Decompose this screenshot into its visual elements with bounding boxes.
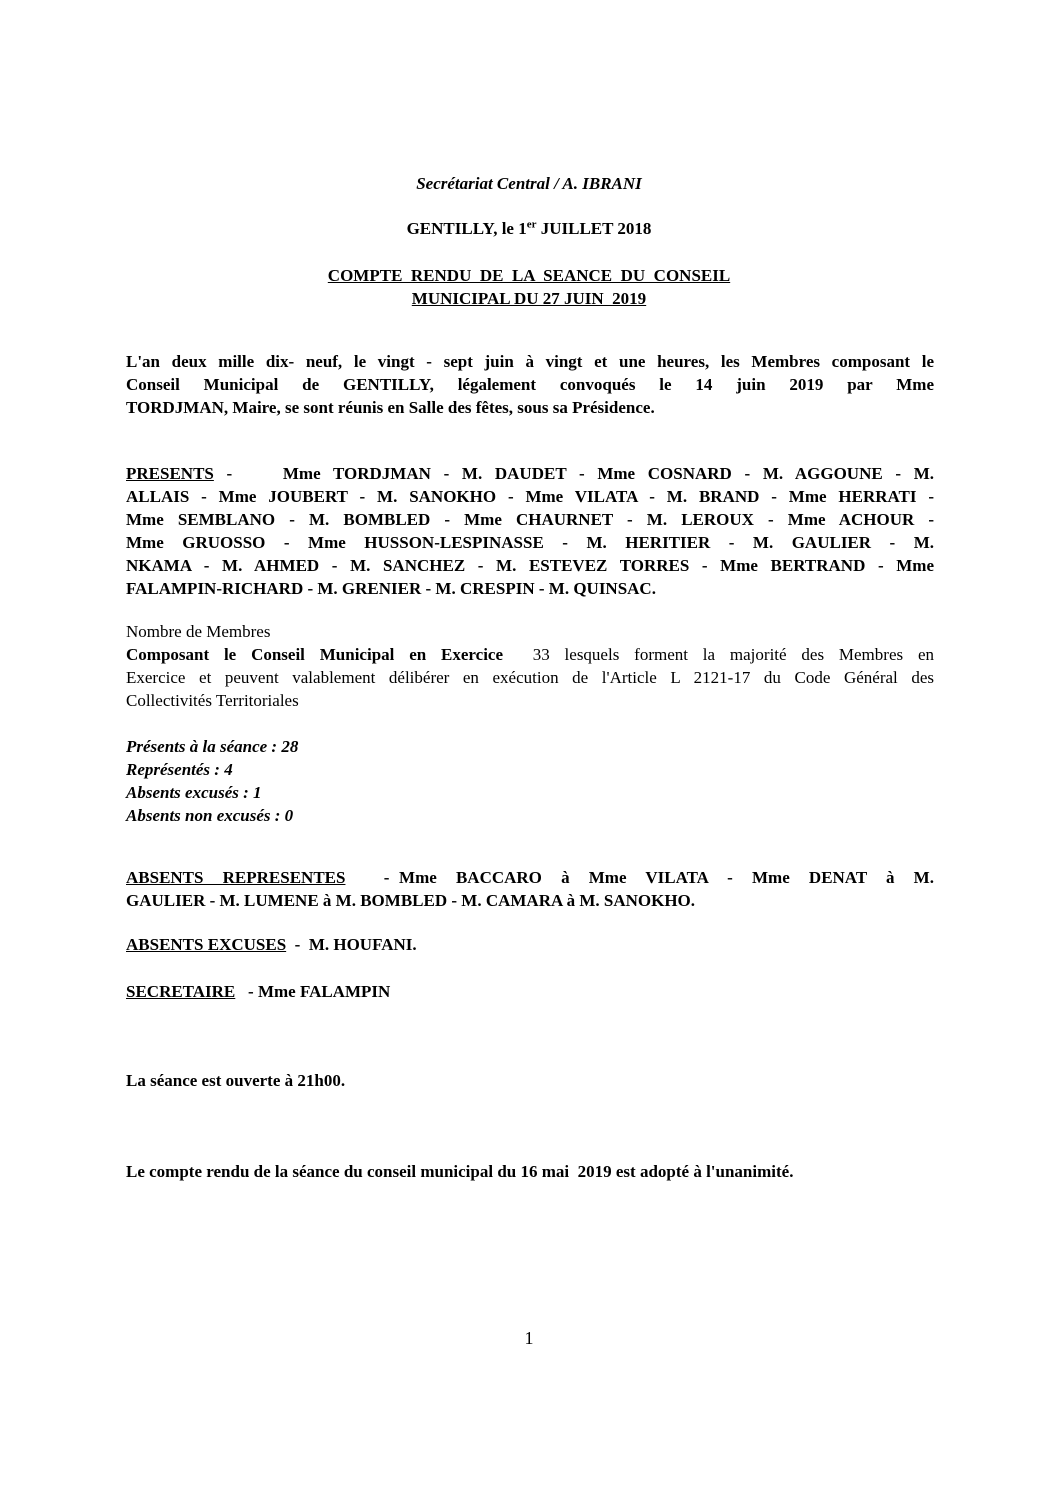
intro-paragraph — [126, 350, 934, 419]
absents-excuses-text: - M. HOUFANI. — [286, 935, 417, 954]
presents-line: Mme GRUOSSO - Mme HUSSON-LESPINASSE - M. HERITIER - M. GAULIER - M. — [126, 533, 934, 552]
opening-line: La séance est ouverte à 21h00. — [126, 1071, 346, 1090]
place-date-prefix: GENTILLY, le 1 — [406, 219, 527, 238]
absents-excuses-line — [126, 933, 934, 956]
count-absents-excuses: Absents excusés : 1 — [126, 783, 262, 802]
membres-line: Exercice et peuvent valablement délibérer en exécution de l'Article L 2121-17 du Code Général des — [126, 668, 934, 687]
count-representes: Représentés : 4 — [126, 760, 233, 779]
title-line-1: COMPTE RENDU DE LA SEANCE DU CONSEIL — [327, 266, 731, 285]
secretaire-label: SECRETAIRE — [126, 982, 236, 1001]
place-date — [0, 217, 1058, 240]
presents-line: NKAMA - M. AHMED - M. SANCHEZ - M. ESTEVEZ TORRES - Mme BERTRAND - Mme — [126, 556, 934, 575]
presents-line: ALLAIS - Mme JOUBERT - M. SANOKHO - Mme VILATA - M. BRAND - Mme HERRATI - — [126, 487, 934, 506]
presents-paragraph — [126, 462, 934, 600]
membres-line: Collectivités Territoriales — [126, 691, 299, 710]
presents-line-first — [126, 462, 934, 485]
page-number: 1 — [524, 1328, 534, 1348]
absents-representes-line-first — [126, 866, 934, 889]
presents-line: Mme SEMBLANO - M. BOMBLED - Mme CHAURNET - M. LEROUX - Mme ACHOUR - — [126, 510, 934, 529]
membres-line: 33 lesquels forment la majorité des Membres en — [503, 645, 934, 664]
absents-representes-label: ABSENTS REPRESENTES — [126, 868, 346, 887]
intro-line: L'an deux mille dix- neuf, le vingt - sept juin à vingt et une heures, les Membres composant le — [126, 352, 934, 371]
place-date-sup: er — [526, 218, 537, 231]
intro-line: Conseil Municipal de GENTILLY, légalement convoqués le 14 juin 2019 par Mme — [126, 375, 934, 394]
presents-line: - Mme TORDJMAN - M. DAUDET - Mme COSNARD - M. AGGOUNE - M. — [213, 464, 934, 483]
membres-line-first — [126, 643, 934, 666]
approval-line: Le compte rendu de la séance du conseil municipal du 16 mai 2019 est adopté à l'unanimité. — [126, 1162, 794, 1181]
intro-line: TORDJMAN, Maire, se sont réunis en Salle des fêtes, sous sa Présidence. — [126, 398, 655, 417]
count-presents: Présents à la séance : 28 — [126, 737, 299, 756]
place-date-suffix: JUILLET 2018 — [536, 219, 652, 238]
counts-block — [126, 735, 934, 827]
secretaire-text: - Mme FALAMPIN — [235, 982, 391, 1001]
count-absents-non-excuses: Absents non excusés : 0 — [126, 806, 294, 825]
presents-label: PRESENTS — [126, 464, 214, 483]
title-line-2: MUNICIPAL DU 27 JUIN 2019 — [411, 289, 647, 308]
absents-excuses-label: ABSENTS EXCUSES — [126, 935, 287, 954]
absents-representes-paragraph — [126, 866, 934, 912]
secretariat-line: Secrétariat Central / A. IBRANI — [416, 174, 642, 193]
presents-line: FALAMPIN-RICHARD - M. GRENIER - M. CRESPIN - M. QUINSAC. — [126, 579, 656, 598]
membres-paragraph — [126, 643, 934, 712]
membres-heading: Nombre de Membres — [126, 622, 271, 641]
absents-representes-text: - Mme BACCARO à Mme VILATA - Mme DENAT à M. — [345, 868, 934, 887]
secretaire-line — [126, 980, 934, 1003]
membres-bold: Composant le Conseil Municipal en Exercice — [126, 645, 504, 664]
absents-representes-line: GAULIER - M. LUMENE à M. BOMBLED - M. CAMARA à M. SANOKHO. — [126, 891, 696, 910]
